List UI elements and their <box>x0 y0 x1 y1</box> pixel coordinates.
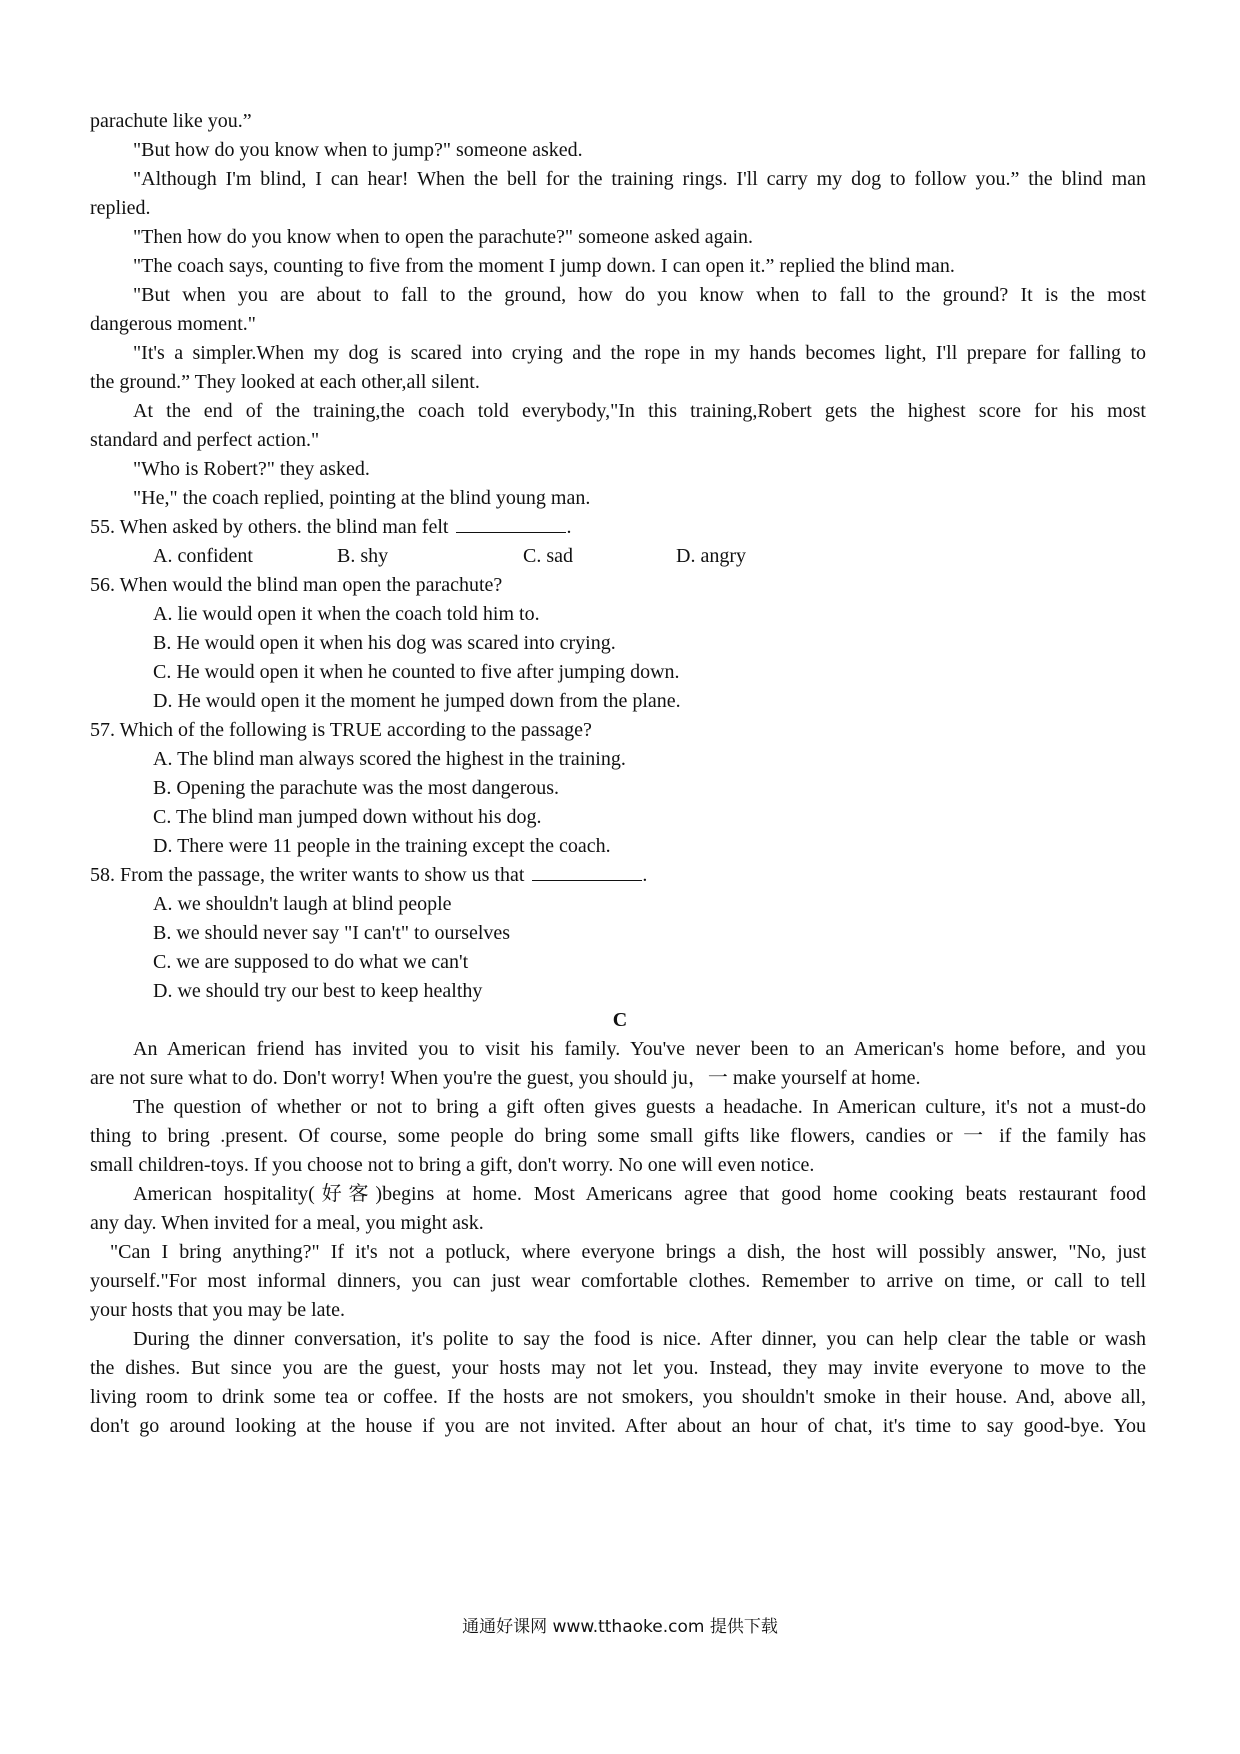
option-b: B. He would open it when his dog was scared into crying. <box>153 632 616 654</box>
passage-line: the ground.” They looked at each other,all silent. <box>90 371 480 393</box>
option-c: C. sad <box>523 545 573 567</box>
option-d: D. He would open it the moment he jumped down from the plane. <box>153 690 681 712</box>
question-stem: 58. From the passage, the writer wants to show us that <box>90 864 525 886</box>
passage-line: any day. When invited for a meal, you might ask. <box>90 1212 484 1234</box>
question-stem: 55. When asked by others. the blind man felt <box>90 516 449 538</box>
option-b: B. we should never say "I can't" to ourselves <box>153 922 511 944</box>
passage-line: The question of whether or not to bring a gift often gives guests a headache. In American culture, it's not a must-do <box>133 1096 1146 1118</box>
section-heading: C <box>612 1009 628 1031</box>
passage-line: "But how do you know when to jump?" someone asked. <box>133 139 583 161</box>
question-tail: . <box>566 516 572 538</box>
answer-blank <box>456 512 566 533</box>
option-b: B. shy <box>337 545 389 567</box>
passage-line: "He," the coach replied, pointing at the blind young man. <box>133 487 591 509</box>
passage-line: parachute like you.” <box>90 110 252 132</box>
option-a: A. confident <box>153 545 253 567</box>
passage-line: "Can I bring anything?" If it's not a potluck, where everyone brings a dish, the host will possibly answer, "No, just <box>110 1241 1146 1263</box>
answer-blank <box>532 860 642 881</box>
question-55-options <box>153 541 1146 571</box>
passage-line: "Although I'm blind, I can hear! When the bell for the training rings. I'll carry my dog to follow you.” the blind man <box>133 168 1146 190</box>
option-a: A. lie would open it when the coach told him to. <box>153 603 540 625</box>
option-d: D. There were 11 people in the training except the coach. <box>153 835 611 857</box>
question-58 <box>90 860 1146 890</box>
option-d: D. angry <box>676 545 746 567</box>
option-b: B. Opening the parachute was the most dangerous. <box>153 777 560 799</box>
option-c: C. we are supposed to do what we can't <box>153 951 469 973</box>
option-c: C. He would open it when he counted to five after jumping down. <box>153 661 680 683</box>
option-c: C. The blind man jumped down without his dog. <box>153 806 542 828</box>
question-56: 56. When would the blind man open the parachute? <box>90 574 503 596</box>
question-55 <box>90 512 1146 542</box>
passage-line: don't go around looking at the house if you are not invited. After about an hour of chat, it's time to say good-bye. You <box>90 1415 1146 1437</box>
passage-line: small children-toys. If you choose not to bring a gift, don't worry. No one will even notice. <box>90 1154 815 1176</box>
option-d: D. we should try our best to keep healthy <box>153 980 483 1002</box>
passage-line: yourself."For most informal dinners, you can just wear comfortable clothes. Remember to arrive on time, or call to tell <box>90 1270 1146 1292</box>
passage-line: standard and perfect action." <box>90 429 320 451</box>
passage-line: dangerous moment." <box>90 313 256 335</box>
passage-line: "Who is Robert?" they asked. <box>133 458 370 480</box>
passage-line: At the end of the training,the coach told everybody,"In this training,Robert gets the highest score for his most <box>133 400 1146 422</box>
passage-line: American hospitality(好客)begins at home. Most Americans agree that good home cooking beats restaurant food <box>133 1183 1146 1205</box>
passage-line: thing to bring .present. Of course, some people do bring some small gifts like flowers, candies or 一 if the family has <box>90 1125 1146 1147</box>
passage-line: "Then how do you know when to open the parachute?" someone asked again. <box>133 226 754 248</box>
passage-line: "But when you are about to fall to the ground, how do you know when to fall to the ground? It is the most <box>133 284 1146 306</box>
passage-line: are not sure what to do. Don't worry! When you're the guest, you should ju，一 make yourself at home. <box>90 1067 921 1089</box>
passage-line: living room to drink some tea or coffee. If the hosts are not smokers, you shouldn't smoke in their house. And, above all, <box>90 1386 1146 1408</box>
passage-line: An American friend has invited you to visit his family. You've never been to an American's home before, and you <box>133 1038 1146 1060</box>
option-a: A. The blind man always scored the highest in the training. <box>153 748 626 770</box>
passage-line: "It's a simpler.When my dog is scared into crying and the rope in my hands becomes light, I'll prepare for falling to <box>133 342 1146 364</box>
question-tail: . <box>642 864 648 886</box>
passage-line: the dishes. But since you are the guest, your hosts may not let you. Instead, they may invite everyone to move to the <box>90 1357 1146 1379</box>
option-a: A. we shouldn't laugh at blind people <box>153 893 452 915</box>
passage-line: "The coach says, counting to five from the moment I jump down. I can open it.” replied the blind man. <box>133 255 955 277</box>
passage-line: your hosts that you may be late. <box>90 1299 345 1321</box>
passage-line: During the dinner conversation, it's polite to say the food is nice. After dinner, you can help clear the table or wash <box>133 1328 1146 1350</box>
page-footer: 通通好课网 www.tthaoke.com 提供下载 <box>462 1617 778 1637</box>
passage-line: replied. <box>90 197 151 219</box>
question-57: 57. Which of the following is TRUE according to the passage? <box>90 719 592 741</box>
